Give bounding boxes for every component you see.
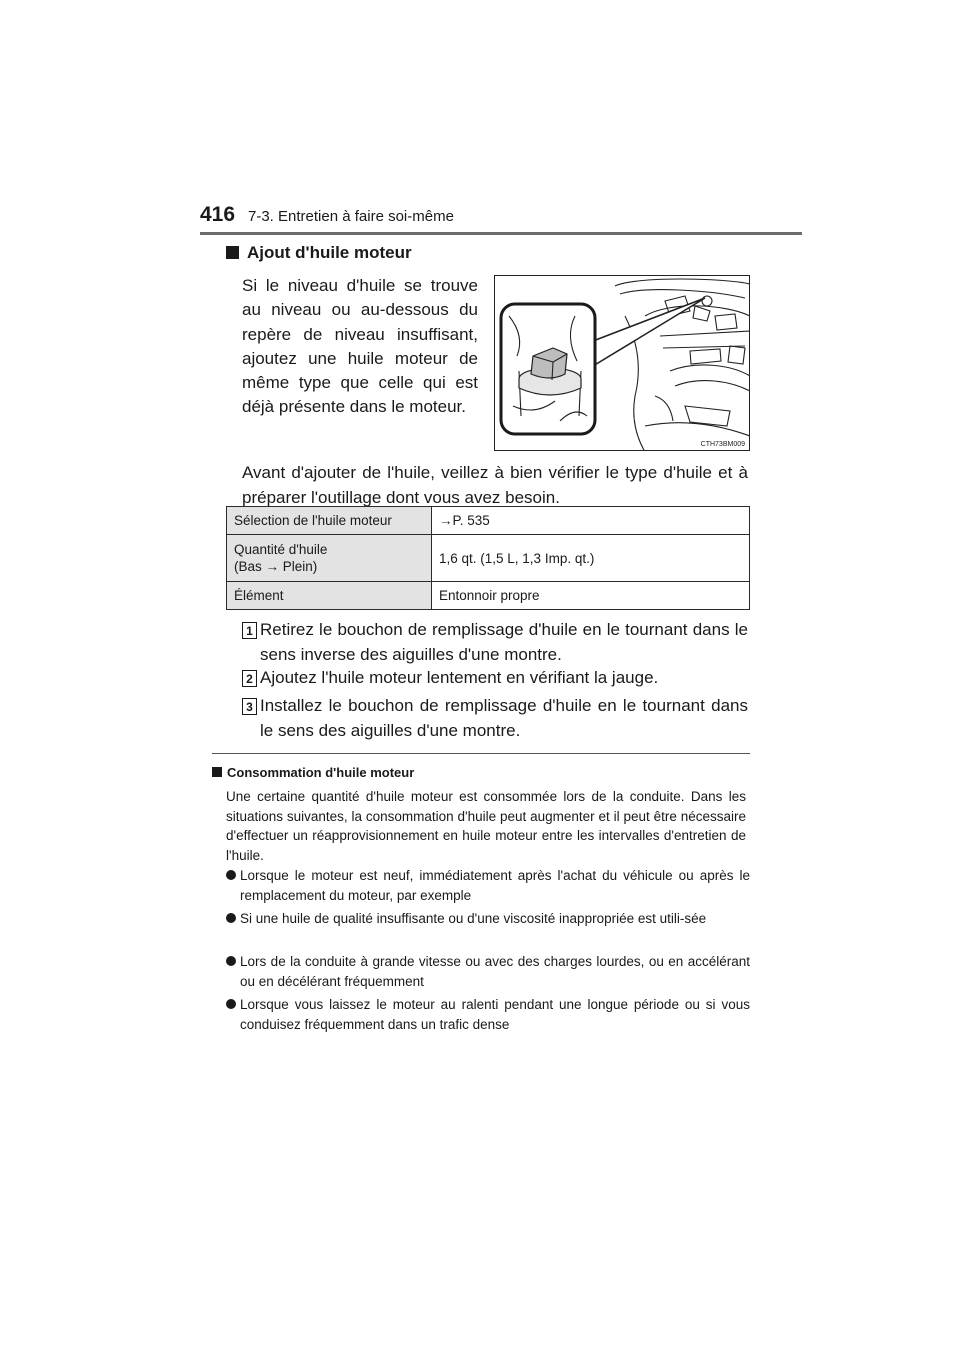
- list-item: [226, 866, 750, 905]
- bullet-dot-icon: [226, 913, 236, 923]
- header-divider: [200, 232, 802, 235]
- oil-spec-table: [226, 506, 750, 610]
- consumption-heading-text: Consommation d'huile moteur: [227, 765, 415, 780]
- step-item: [242, 694, 748, 743]
- table-value: 1,6 qt. (1,5 L, 1,3 Imp. qt.): [432, 535, 750, 582]
- engine-bay-drawing: [495, 276, 750, 451]
- step-item: [242, 618, 748, 667]
- list-item: [226, 909, 750, 929]
- bullet-dot-icon: [226, 999, 236, 1009]
- consumption-heading: [212, 765, 414, 780]
- step-item: [242, 666, 748, 691]
- section-divider: [212, 753, 750, 754]
- list-item-text: Si une huile de qualité insuffisante ou d'une viscosité inappropriée est utili-sée: [240, 911, 707, 926]
- figure-code: CTH73BM009: [700, 441, 745, 448]
- table-value: →P. 535: [432, 507, 750, 535]
- step-number: 3: [242, 698, 257, 715]
- list-item-text: Lorsque vous laissez le moteur au ralenti pendant une longue période ou si vous conduisez fréquemment dans un trafic dense: [240, 997, 750, 1032]
- step-text: Ajoutez l'huile moteur lentement en vérifiant la jauge.: [260, 668, 659, 687]
- intro-paragraph: Si le niveau d'huile se trouve au niveau ou au-dessous du repère de niveau insuffisant, ajoutez une huile moteur de même type que celle qui est déjà présente dans le moteur.: [242, 276, 478, 417]
- table-key-line2: (Bas → Plein): [234, 559, 318, 574]
- table-key: Élément: [227, 582, 432, 610]
- section-heading-text: Ajout d'huile moteur: [247, 243, 412, 262]
- table-key-line1: Quantité d'huile: [234, 542, 328, 557]
- table-row: [227, 582, 750, 610]
- bullet-dot-icon: [226, 870, 236, 880]
- section-heading: [226, 243, 412, 263]
- table-value: Entonnoir propre: [432, 582, 750, 610]
- step-text: Retirez le bouchon de remplissage d'huile en le tournant dans le sens inverse des aiguilles d'une montre.: [260, 620, 748, 664]
- page-number: 416: [200, 203, 236, 226]
- square-bullet-icon: [226, 246, 239, 259]
- list-item: [226, 995, 750, 1034]
- table-row: [227, 535, 750, 582]
- step-number: 2: [242, 670, 257, 687]
- table-row: [227, 507, 750, 535]
- step-number: 1: [242, 622, 257, 639]
- list-item-text: Lorsque le moteur est neuf, immédiatement après l'achat du véhicule ou après le remplacement du moteur, par exemple: [240, 868, 750, 903]
- step-text: Installez le bouchon de remplissage d'huile en le tournant dans le sens des aiguilles d'une montre.: [260, 696, 748, 740]
- table-key: [227, 535, 432, 582]
- square-bullet-icon: [212, 767, 222, 777]
- oil-cap-illustration: [494, 275, 750, 451]
- list-item-text: Lors de la conduite à grande vitesse ou avec des charges lourdes, ou en accélérant ou en décélérant fréquemment: [240, 954, 750, 989]
- section-title: 7-3. Entretien à faire soi-même: [248, 208, 454, 225]
- list-item: [226, 952, 750, 991]
- preparation-paragraph: Avant d'ajouter de l'huile, veillez à bien vérifier le type d'huile et à préparer l'outillage dont vous avez besoin.: [242, 463, 748, 507]
- consumption-paragraph: Une certaine quantité d'huile moteur est consommée lors de la conduite. Dans les situations suivantes, la consommation d'huile peut augmenter et il peut être nécessaire d'effectuer un réapprovisionnement en huile moteur entre les intervalles d'entretien de l'huile.: [226, 789, 746, 863]
- bullet-dot-icon: [226, 956, 236, 966]
- table-key: Sélection de l'huile moteur: [227, 507, 432, 535]
